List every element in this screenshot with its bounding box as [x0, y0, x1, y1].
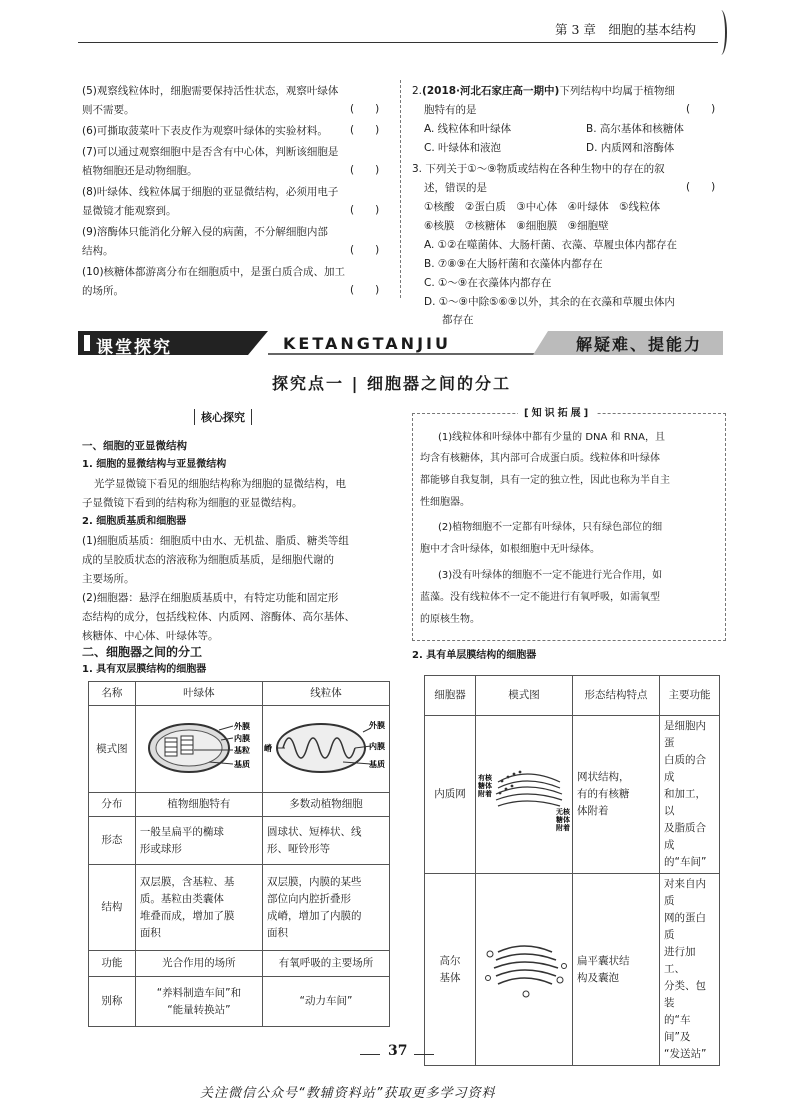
q2-option-a: A. 线粒体和叶绿体	[424, 123, 512, 135]
core-h2: 二、细胞器之间的分工	[82, 645, 203, 659]
mitochondria-image	[263, 706, 389, 786]
knowledge-line: 的原核生物。	[420, 614, 480, 625]
knowledge-line: 蓝藻。没有线粒体不一定不能进行有氧呼吸，如需氧型	[420, 592, 660, 603]
core-title: 核心探究	[194, 409, 252, 425]
header-rule	[78, 42, 718, 43]
item-5b: 则不需要。	[82, 104, 135, 116]
chloro-label-outer: 外膜	[233, 722, 250, 731]
t2-er-name: 内质网	[425, 716, 476, 874]
t2-header-organelle: 细胞器	[425, 676, 476, 716]
banner-right-title: 解疑难、提能力	[576, 335, 703, 354]
item-9b: 结构。	[82, 245, 114, 257]
double-membrane-table	[88, 681, 390, 1027]
item-9a: (9)溶酶体只能消化分解入侵的病菌，不分解细胞内部	[82, 226, 328, 238]
knowledge-title: [知识拓展]	[518, 404, 597, 419]
t1-function-label: 功能	[89, 951, 136, 977]
t2-header-function: 主要功能	[660, 676, 720, 716]
t1-alias-label: 别称	[89, 977, 136, 1027]
knowledge-line: 胞中才含叶绿体，如根细胞中无叶绿体。	[420, 544, 600, 555]
t1-shape-label: 形态	[89, 817, 136, 865]
answer-paren: ( )	[350, 284, 380, 296]
q3-items-1: ①核酸 ②蛋白质 ③中心体 ④叶绿体 ⑤线粒体	[424, 201, 661, 213]
answer-paren: ( )	[686, 103, 716, 115]
t2-header-model: 模式图	[476, 676, 573, 716]
core-p3a: (2)细胞器：悬浮在细胞质基质中，有特定功能和固定形	[82, 592, 339, 604]
section-title: 探究点一 | 细胞器之间的分工	[272, 374, 511, 393]
mitochondria-diagram	[263, 706, 390, 793]
t1-structure-mitochondria: 双层膜，内膜的某些 部位向内腔折叠形 成嵴，增加了内膜的 面积	[263, 865, 390, 951]
core-p3c: 核糖体、中心体、叶绿体等。	[82, 630, 219, 642]
q2-stem-2: 胞特有的是	[424, 104, 477, 116]
page-rule-left	[360, 1054, 380, 1055]
t2-golgi-feature: 扁平囊状结 构及囊泡	[573, 874, 660, 1066]
q3-option-d: D. ①～⑨中除⑤⑥⑨以外，其余的在衣藻和草履虫体内	[424, 296, 675, 308]
answer-paren: ( )	[350, 124, 380, 136]
q2-option-c: C. 叶绿体和液泡	[424, 142, 502, 154]
mito-label-crista: 嵴	[264, 744, 272, 753]
banner-pinyin: KETANGTANJIU	[283, 334, 451, 353]
mito-label-matrix: 基质	[369, 760, 385, 769]
er-diagram	[476, 716, 573, 874]
answer-paren: ( )	[350, 244, 380, 256]
single-membrane-table	[424, 675, 720, 1066]
core-h1: 一、细胞的亚显微结构	[82, 440, 187, 452]
item-7b: 植物细胞还是动物细胞。	[82, 165, 198, 177]
golgi-image	[476, 922, 572, 1012]
chloroplast-image	[139, 706, 259, 786]
item-8a: (8)叶绿体、线粒体属于细胞的亚显微结构，必须用电子	[82, 186, 339, 198]
knowledge-line: (3)没有叶绿体的细胞不一定不能进行光合作用，如	[438, 570, 663, 581]
chloro-label-stroma: 基质	[233, 760, 250, 769]
q3-stem-1: 3. 下列关于①～⑨物质或结构在各种生物中的存在的叙	[412, 163, 665, 175]
t2-er-function: 是细胞内蛋 白质的合成 和加工，以 及脂质合成 的“车间”	[660, 716, 720, 874]
t1-header-mitochondria: 线粒体	[263, 682, 390, 706]
core-p1a: 光学显微镜下看见的细胞结构称为细胞的显微结构，电	[94, 478, 346, 490]
t1-shape-mitochondria: 圆球状、短棒状、线 形、哑铃形等	[263, 817, 390, 865]
mito-label-outer: 外膜	[369, 721, 385, 730]
knowledge-line: (2)植物细胞不一定都有叶绿体，只有绿色部位的细	[438, 522, 663, 533]
core-p1b: 子显微镜下看到的结构称为细胞的亚显微结构。	[82, 497, 303, 509]
q3-option-d-2: 都存在	[442, 314, 474, 326]
footer-note: 关注微信公众号“教辅资料站”获取更多学习资料	[200, 1086, 496, 1101]
q2-option-d: D. 内质网和溶酶体	[586, 142, 675, 154]
core-p3b: 态结构的成分，包括线粒体、内质网、溶酶体、高尔基体、	[82, 611, 355, 623]
golgi-diagram	[476, 874, 573, 1066]
q3-option-c: C. ①～⑨在衣藻体内都存在	[424, 277, 552, 289]
t1-structure-label: 结构	[89, 865, 136, 951]
item-8b: 显微镜才能观察到。	[82, 205, 177, 217]
banner-left-title: 课堂探究	[96, 338, 172, 358]
t2-header-feature: 形态结构特点	[573, 676, 660, 716]
t2-golgi-function: 对来自内质 网的蛋白质 进行加工、 分类、包装 的“车间”及 “发送站”	[660, 874, 720, 1066]
er-image	[476, 752, 572, 832]
chloro-label-grana: 基粒	[233, 746, 250, 755]
er-label-rough-2: 糖体	[478, 781, 492, 790]
knowledge-line: 性细胞器。	[420, 497, 470, 508]
item-7a: (7)可以通过观察细胞中是否含有中心体，判断该细胞是	[82, 146, 339, 158]
column-divider	[400, 80, 401, 298]
er-label-smooth-3: 附着	[556, 823, 570, 832]
t1-distribution-mitochondria: 多数动植物细胞	[263, 793, 390, 817]
core-p2b: 成的呈胶质状态的溶液称为细胞质基质，是细胞代谢的	[82, 554, 334, 566]
q2-option-b: B. 高尔基体和核糖体	[586, 123, 684, 135]
t1-function-mitochondria: 有氧呼吸的主要场所	[263, 951, 390, 977]
item-5a: (5)观察线粒体时，细胞需要保持活性状态，观察叶绿体	[82, 85, 339, 97]
t1-distribution-chloroplast: 植物细胞特有	[135, 793, 262, 817]
t1-function-chloroplast: 光合作用的场所	[135, 951, 262, 977]
q3-items-2: ⑥核膜 ⑦核糖体 ⑧细胞膜 ⑨细胞壁	[424, 220, 609, 232]
knowledge-line: (1)线粒体和叶绿体中都有少量的 DNA 和 RNA，且	[438, 432, 665, 443]
q3-stem-2: 述，错误的是	[424, 182, 487, 194]
item-6: (6)可撕取菠菜叶下表皮作为观察叶绿体的实验材料。	[82, 125, 328, 137]
answer-paren: ( )	[686, 181, 716, 193]
q3-option-b: B. ⑦⑧⑨在大肠杆菌和衣藻体内都存在	[424, 258, 603, 270]
core-h2-1: 1. 具有双层膜结构的细胞器	[82, 664, 207, 675]
t1-alias-mitochondria: “动力车间”	[263, 977, 390, 1027]
item-10b: 的场所。	[82, 285, 124, 297]
t1-shape-chloroplast: 一般呈扁平的椭球 形或球形	[135, 817, 262, 865]
t2-er-feature: 网状结构， 有的有核糖 体附着	[573, 716, 660, 874]
page-rule-right	[414, 1054, 434, 1055]
t1-structure-chloroplast: 双层膜，含基粒、基 质。基粒由类囊体 堆叠而成，增加了膜 面积	[135, 865, 262, 951]
item-10a: (10)核糖体都游离分布在细胞质中，是蛋白质合成、加工	[82, 266, 346, 278]
t1-header-name: 名称	[89, 682, 136, 706]
header-bracket	[715, 10, 727, 55]
chapter-header: 第 3 章 细胞的基本结构	[555, 22, 696, 37]
core-h1-2: 2. 细胞质基质和细胞器	[82, 516, 187, 527]
page-number: 37	[388, 1043, 408, 1059]
er-label-rough-1: 有核	[478, 773, 492, 782]
core-p2a: (1)细胞质基质：细胞质中由水、无机盐、脂质、糖类等组	[82, 535, 349, 547]
t2-golgi-name: 高尔 基体	[425, 874, 476, 1066]
answer-paren: ( )	[350, 103, 380, 115]
mito-label-inner: 内膜	[369, 742, 385, 751]
er-label-rough-3: 附着	[478, 789, 492, 798]
er-label-smooth-1: 无核	[556, 807, 570, 816]
knowledge-line: 均含有核糖体，其内部可合成蛋白质。线粒体和叶绿体	[420, 453, 660, 464]
section-banner	[78, 327, 723, 357]
q2-stem: 2.(2018·河北石家庄高一期中)下列结构中均属于植物细	[412, 85, 675, 97]
core-h1-1: 1. 细胞的显微结构与亚显微结构	[82, 459, 227, 470]
t1-row-model-label: 模式图	[89, 706, 136, 793]
t1-distribution-label: 分布	[89, 793, 136, 817]
er-label-smooth-2: 糖体	[556, 815, 570, 824]
single-membrane-heading: 2. 具有单层膜结构的细胞器	[412, 650, 537, 661]
t1-alias-chloroplast: “养料制造车间”和 “能量转换站”	[135, 977, 262, 1027]
t1-header-chloroplast: 叶绿体	[135, 682, 262, 706]
core-p2c: 主要场所。	[82, 573, 135, 585]
q3-option-a: A. ①②在噬菌体、大肠杆菌、衣藻、草履虫体内都存在	[424, 239, 677, 251]
chloroplast-diagram	[135, 706, 262, 793]
chloro-label-inner: 内膜	[233, 734, 250, 743]
answer-paren: ( )	[350, 164, 380, 176]
answer-paren: ( )	[350, 204, 380, 216]
knowledge-line: 都能够自我复制，具有一定的独立性，因此也称为半自主	[420, 475, 670, 486]
